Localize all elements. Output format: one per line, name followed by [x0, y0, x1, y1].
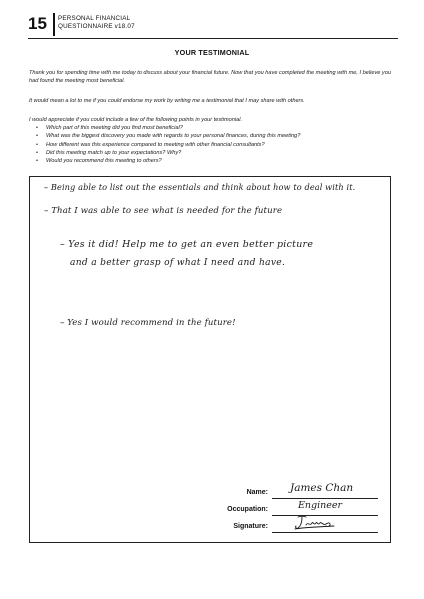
- question-item: • What was the biggest discovery you made with regards to your personal finances, during this meeting?: [36, 132, 300, 140]
- handwritten-response: – Yes I would recommend in the future!: [60, 318, 236, 328]
- name-label: Name:: [246, 489, 268, 496]
- section-title: YOUR TESTIMONIAL: [174, 48, 250, 57]
- question-list: [36, 124, 300, 165]
- signature-field-line[interactable]: [272, 532, 378, 533]
- name-field-line[interactable]: [272, 498, 378, 499]
- document-title-line2: QUESTIONNAIRE v18.07: [58, 23, 135, 30]
- header-divider: [53, 13, 55, 36]
- occupation-label: Occupation:: [227, 506, 268, 513]
- occupation-value: Engineer: [298, 500, 343, 511]
- question-item: • How different was this experience compared to meeting with other financial consultants?: [36, 141, 300, 149]
- question-item: • Did this meeting match up to your expectations? Why?: [36, 149, 300, 157]
- name-value: James Chan: [290, 482, 354, 494]
- document-title-line1: PERSONAL FINANCIAL: [58, 15, 131, 22]
- handwritten-response: and a better grasp of what I need and have.: [70, 258, 286, 268]
- handwritten-response: – Being able to list out the essentials and think about how to deal with it.: [44, 182, 356, 192]
- handwritten-response: – That I was able to see what is needed for the future: [44, 206, 283, 216]
- handwritten-response: – Yes it did! Help me to get an even better picture: [60, 239, 314, 250]
- page-number: 15: [28, 14, 47, 33]
- document-title: [58, 15, 135, 31]
- question-item: • Would you recommend this meeting to others?: [36, 157, 300, 165]
- signature-label: Signature:: [233, 523, 268, 530]
- question-item: • Which part of this meeting did you find most beneficial?: [36, 124, 300, 132]
- header-rule: [28, 38, 398, 39]
- handwritten-signature: [292, 514, 336, 537]
- intro-paragraph: Thank you for spending time with me today to discuss about your financial future. Now that you have completed the meeting with me, I believe you had found the meeting most beneficial.: [29, 70, 391, 85]
- endorsement-request: It would mean a lot to me if you could endorse my work by writing me a testimonial that I may share with others.: [29, 98, 305, 104]
- points-intro: I would appreciate if you could include a few of the following points in your testimonial.: [29, 117, 242, 123]
